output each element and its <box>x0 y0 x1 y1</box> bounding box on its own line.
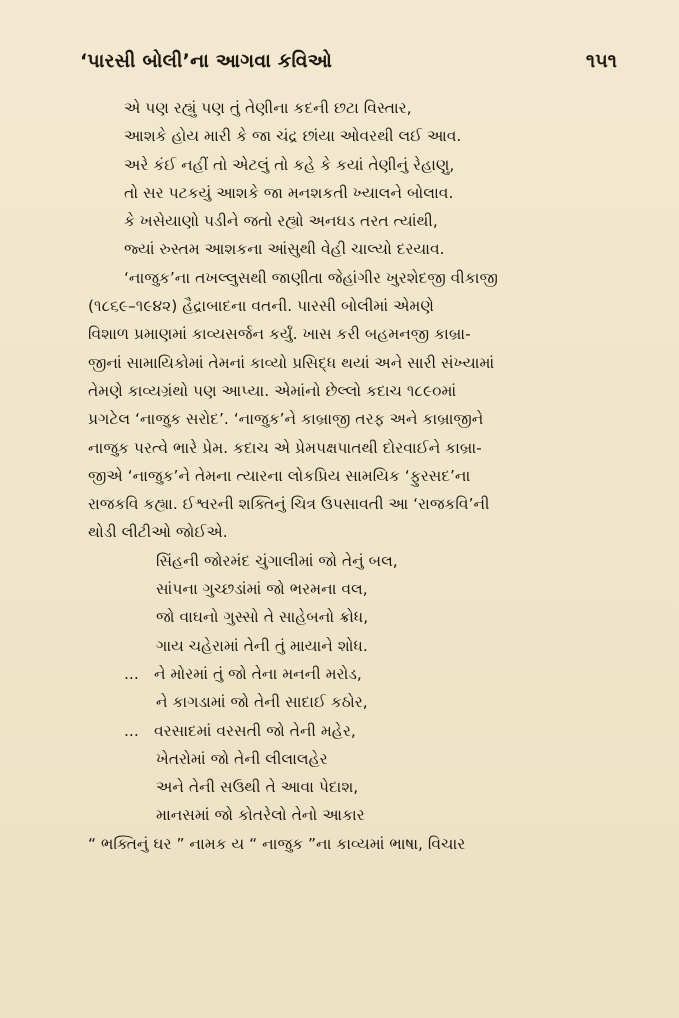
prose-paragraph <box>80 264 617 547</box>
verse-block-one <box>80 94 617 264</box>
verse-line: તો સર પટકયું આશકે જા મનશકતી ખ્યાલને બોલાવ. <box>124 183 454 202</box>
verse-line: જ્યાં રુસ્તમ આશકના આંસુથી વેહી ચાલ્યો દરયાવ. <box>124 240 445 259</box>
verse-line-text: સિંહની જોરમંદ ચુંગાલીમાં જો તેનું બલ, <box>156 551 398 570</box>
verse-line-text: ખેતરોમાં જો તેની લીલાલહેર <box>156 749 328 768</box>
verse-line-text: સાંપના ગુચ્છડાંમાં જો ભરમના વલ, <box>156 580 368 599</box>
prose-line: જીએ ‘નાજુક’ને તેમના ત્યારના લોકપ્રિય સામયિક ‘ફુરસદ’ના <box>88 466 471 485</box>
verse-line <box>80 688 617 716</box>
verse-line <box>80 660 617 688</box>
verse-line: અરે કંઈ નહીં તો એટલું તો કહે કે કયાં તેણીનું રેહાણુ, <box>124 155 455 174</box>
page-number: ૧૫૧ <box>585 50 617 72</box>
verse-ellipsis: ... <box>124 664 139 683</box>
prose-line: જીનાં સામાયિકોમાં તેમનાં કાવ્યો પ્રસિદ્ધ થયાં અને સારી સંખ્યામાં <box>88 353 495 372</box>
verse-line-text: અને તેની સઉથી તે આવા પેદાશ, <box>156 778 359 797</box>
prose-line: તેમણે કાવ્યગ્રંથો પણ આપ્યા. એમાંનો છેલ્લો કદાચ ૧૮૯૦માં <box>88 381 457 400</box>
running-head: ‘પારસી બોલી’ના આગવા કવિઓ <box>80 50 333 72</box>
verse-line <box>80 773 617 801</box>
verse-block-two <box>80 547 617 830</box>
verse-line-text: ગાય ચહેરામાં તેની તું માયાને શોધ. <box>156 636 368 655</box>
prose-line: પ્રગટેલ ‘નાજુક સરોદ’. ‘નાજુક’ને કાબ્રાજી તરફ અને કાબ્રાજીને <box>88 410 484 429</box>
verse-ellipsis: ... <box>124 721 139 740</box>
page-header <box>80 50 617 86</box>
verse-line <box>80 575 617 603</box>
verse-line <box>80 801 617 829</box>
verse-line-text: જો વાઘનો ગુસ્સો તે સાહેબનો ક્રોધ, <box>156 608 369 627</box>
verse-line <box>80 603 617 631</box>
verse-line-text: માનસમાં જો કોતરેલો તેનો આકાર <box>156 806 365 825</box>
closing-line: “ ભક્તિનું ઘર ” નામક ય “ નાજુક ”ના કાવ્યમાં ભાષા, વિચાર <box>88 834 466 853</box>
prose-line: નાજુક પરત્વે ભારે પ્રેમ. કદાચ એ પ્રેમપક્ષપાતથી દોરવાઈને કાબ્રા- <box>88 438 482 457</box>
verse-line <box>80 547 617 575</box>
prose-line: વિશાળ પ્રમાણમાં કાવ્યસર્જન કર્યું. ખાસ કરી બહમનજી કાબ્રા- <box>88 325 471 344</box>
verse-line <box>80 717 617 745</box>
verse-line <box>80 745 617 773</box>
verse-line-text: વરસાદમાં વરસતી જો તેની મહેર, <box>154 721 356 740</box>
verse-line <box>80 632 617 660</box>
verse-line-text: ને કાગડામાં જો તેની સાદાઈ કઠોર, <box>156 693 368 712</box>
verse-line: કે ખસેયાણો પડીને જતો રહ્યો અનઘડ તરત ત્યાંથી, <box>124 212 438 231</box>
prose-line: ‘નાજુક’ના તખલ્લુસથી જાણીતા જેહાંગીર ખુરશેદજી વીકાજી <box>124 268 498 287</box>
verse-line: એ પણ રહ્યું પણ તું તેણીના કદની છટા વિસ્તાર, <box>124 99 412 117</box>
prose-line: રાજકવિ કહ્યા. ઈશ્વરની શક્તિનું ચિત્ર ઉપસાવતી આ ‘રાજકવિ’ની <box>88 495 490 514</box>
verse-line-text: ને મોરમાં તું જો તેના મનની મરોડ, <box>154 664 362 683</box>
verse-line: આશકે હોય મારી કે જા ચંદ્ર છાંયા ઓવરથી લઈ આવ. <box>124 127 462 146</box>
prose-line: (૧૮૬૯–૧૯૪૨) હૈદ્રાબાદના વતની. પારસી બોલીમાં એમણે <box>88 297 434 316</box>
prose-line: થોડી લીટીઓ જોઈએ. <box>88 523 228 542</box>
